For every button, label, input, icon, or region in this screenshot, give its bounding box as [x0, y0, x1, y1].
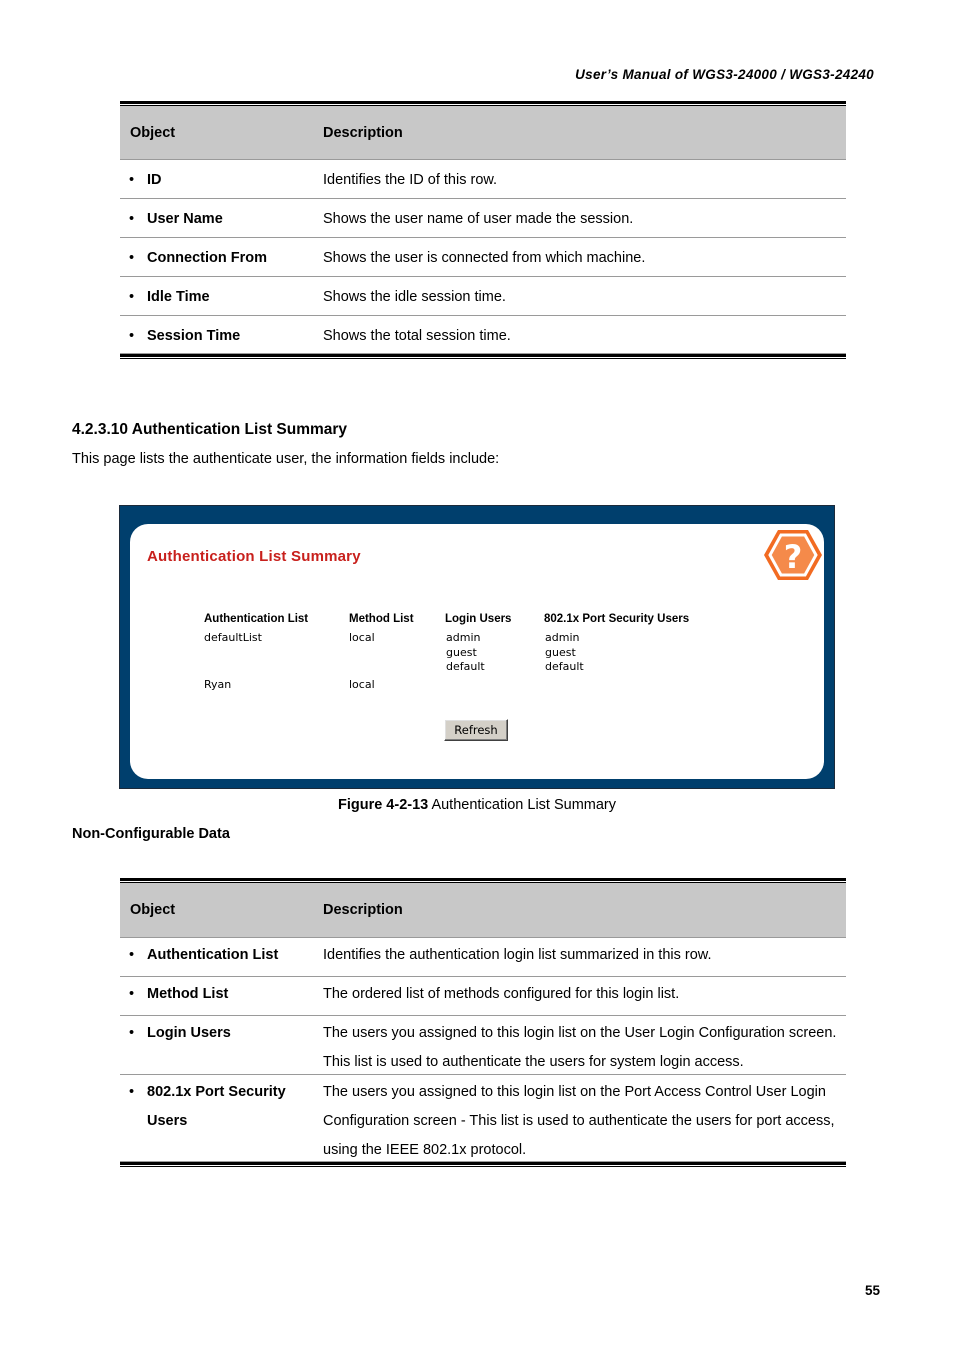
table-row: • 802.1x Port Security Users The users you assigned to this login list on the Port Access Control User Login Configuration screen - This list is used to authenticate the users for port access, using the IEEE 802.1x protocol. [120, 1075, 846, 1162]
table-row: • ID Identifies the ID of this row. [120, 160, 846, 199]
content-panel [130, 524, 824, 779]
section-heading: 4.2.3.10 Authentication List Summary [72, 421, 348, 438]
refresh-button[interactable]: Refresh [444, 719, 508, 741]
table-row: • Method List The ordered list of methods configured for this login list. [120, 977, 846, 1016]
table-row: • Connection From Shows the user is connected from which machine. [120, 238, 846, 277]
column-header-description: Description [323, 125, 403, 141]
question-mark-hexagon-icon[interactable] [763, 528, 823, 582]
section-intro: This page lists the authenticate user, the information fields include: [72, 451, 500, 467]
auth-list-summary-screenshot [119, 505, 835, 789]
panel-title: Authentication List Summary [147, 548, 361, 565]
column-header-login-users: Login Users [445, 613, 512, 625]
column-header-authentication-list: Authentication List [204, 613, 309, 625]
table-row: • Idle Time Shows the idle session time. [120, 277, 846, 316]
column-header-object: Object [130, 125, 176, 141]
column-header-port-security-users: 802.1x Port Security Users [544, 613, 690, 625]
column-header-object: Object [130, 902, 176, 918]
auth-list-name: defaultList [204, 631, 262, 644]
auth-list-name: Ryan [204, 678, 232, 691]
manual-header-title: User’s Manual of WGS3-24000 / WGS3-24240 [575, 67, 874, 82]
auth-list-fields-table [120, 878, 846, 1167]
svg-text:?: ? [783, 538, 803, 576]
method-list-value: local [349, 678, 375, 691]
login-users-value: admin guest default [446, 631, 485, 673]
table-row: • User Name Shows the user name of user made the session. [120, 199, 846, 238]
column-header-description: Description [323, 902, 403, 918]
page-number: 55 [865, 1283, 881, 1298]
table-row: • Authentication List Identifies the authentication login list summarized in this row. [120, 938, 846, 977]
figure-caption: Figure 4-2-13 Authentication List Summary [337, 797, 617, 813]
port-users-value: admin guest default [545, 631, 584, 673]
session-fields-table [120, 101, 846, 359]
method-list-value: local [349, 631, 375, 644]
table-row: • Session Time Shows the total session time. [120, 316, 846, 354]
table-row: • Login Users The users you assigned to this login list on the User Login Configuration screen. This list is used to authenticate the users for system login access. [120, 1016, 846, 1075]
column-header-method-list: Method List [349, 613, 414, 625]
non-configurable-data-heading: Non-Configurable Data [72, 826, 230, 842]
